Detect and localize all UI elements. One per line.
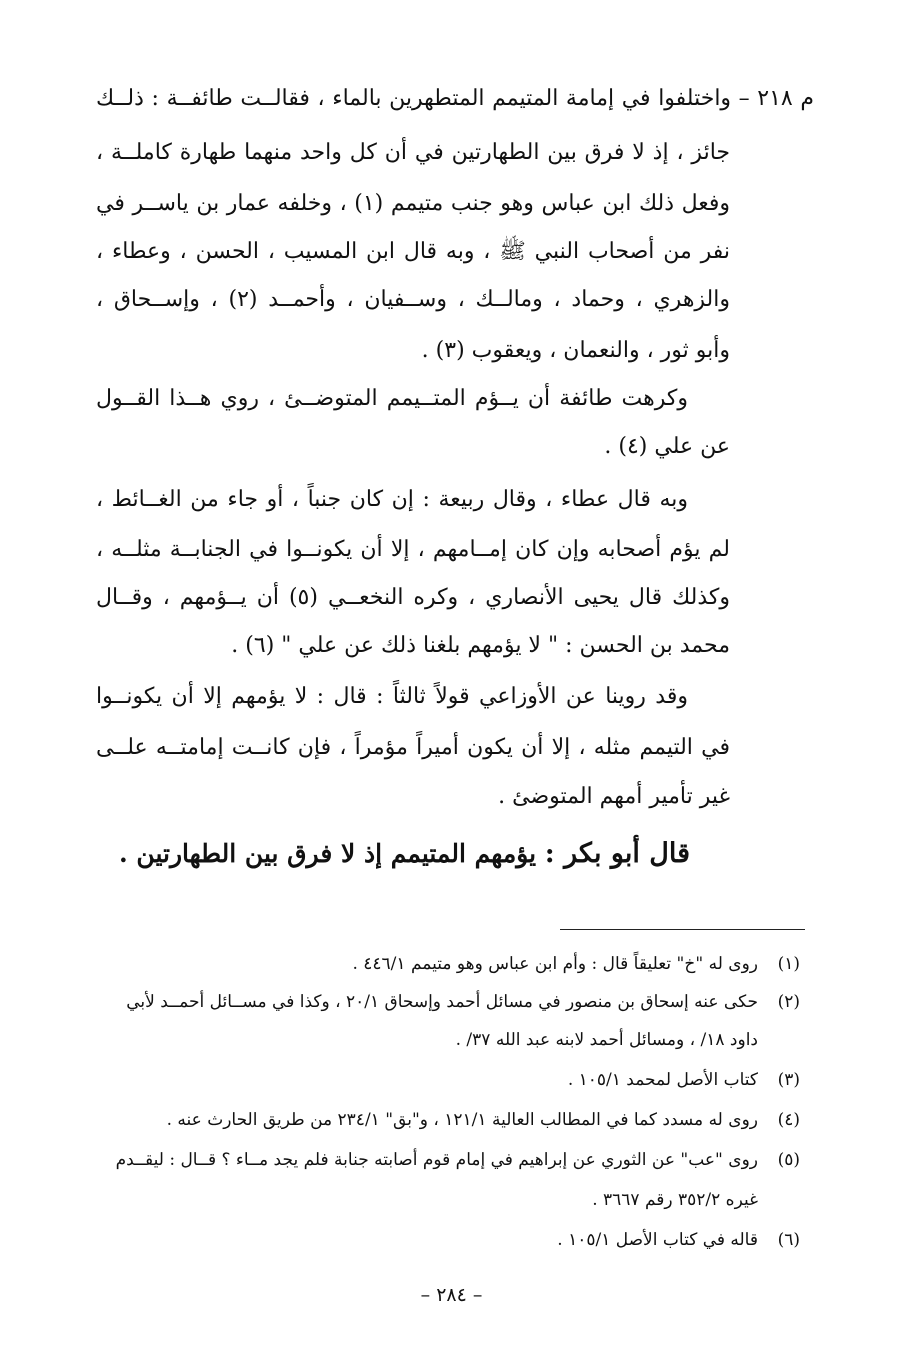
footnote-5-cont (80, 1190, 758, 1210)
footnote-text: غيره ٣٥٢/٢ رقم ٣٦٦٧ . (592, 1190, 758, 1210)
text-line: غير تأمير أمهم المتوضئ . (498, 784, 730, 809)
text-line: وفعل ذلك ابن عباس وهو جنب متيمم (١) ، وخلفه عمار بن ياســر في (96, 191, 730, 216)
footnote-1 (80, 954, 800, 974)
footnote-number: (٦) (777, 1230, 800, 1250)
text-line: جائز ، إذ لا فرق بين الطهارتين في أن كل واحد منهما طهارة كاملــة ، (96, 140, 730, 165)
text-line: عن علي (٤) . (604, 434, 730, 459)
footnote-text: داود ١٨/ ، ومسائل أحمد لابنه عبد الله ٣٧/ . (455, 1030, 758, 1050)
text-line: محمد بن الحسن : " لا يؤمهم بلغنا ذلك عن علي " (٦) . (231, 633, 730, 658)
conclusion-lead: قال أبو بكر : (544, 838, 690, 869)
text-line: وكرهت طائفة أن يــؤم المتــيمم المتوضــئ ، روي هــذا القــول (96, 386, 688, 411)
footnote-3 (80, 1070, 800, 1090)
footnote-4 (80, 1110, 800, 1130)
footnote-divider (560, 929, 805, 930)
page-number: – ٢٨٤ – (420, 1284, 483, 1306)
text-line: نفر من أصحاب النبي ﷺ ، وبه قال ابن المسيب ، الحسن ، وعطاء ، (96, 239, 730, 264)
text-line: وأبو ثور ، والنعمان ، ويعقوب (٣) . (421, 338, 730, 363)
footnote-number: (٢) (777, 992, 800, 1012)
footnote-6 (80, 1230, 800, 1250)
text-line: وقد روينا عن الأوزاعي قولاً ثالثاً : قال : لا يؤمهم إلا أن يكونــوا (96, 684, 689, 709)
footnote-number: (٥) (777, 1150, 800, 1170)
footnote-number: (١) (777, 954, 800, 974)
text-line: وكذلك قال يحيى الأنصاري ، وكره النخعــي (٥) أن يــؤمهم ، وقــال (96, 585, 730, 610)
footnote-text: كتاب الأصل لمحمد ١٠٥/١ . (567, 1070, 758, 1090)
footnote-text: روى له مسدد كما في المطالب العالية ١٢١/١ ، و"بق" ٢٣٤/١ من طريق الحارث عنه . (166, 1110, 758, 1130)
conclusion-line (119, 838, 690, 869)
conclusion-text: يؤمهم المتيمم إذ لا فرق بين الطهارتين . (119, 839, 545, 868)
footnote-5 (80, 1150, 800, 1170)
footnote-text: روى له "خ" تعليقاً قال : وأم ابن عباس وهو متيمم ٤٤٦/١ . (352, 954, 758, 974)
text-line: لم يؤم أصحابه وإن كان إمــامهم ، إلا أن يكونــوا في الجنابــة مثلــه ، (96, 537, 730, 562)
text-line: م ٢١٨ – واختلفوا في إمامة المتيمم المتطهرين بالماء ، فقالــت طائفــة : ذلــك (96, 86, 814, 111)
text-line: والزهري ، وحماد ، ومالــك ، وســفيان ، وأحمــد (٢) ، وإســحاق ، (96, 287, 730, 312)
footnote-number: (٤) (777, 1110, 800, 1130)
footnote-2-cont (80, 1030, 758, 1050)
footnote-2 (80, 992, 800, 1012)
text-line: وبه قال عطاء ، وقال ربيعة : إن كان جنباً ، أو جاء من الغــائط ، (96, 487, 688, 512)
text-line: في التيمم مثله ، إلا أن يكون أميراً مؤمراً ، فإن كانــت إمامتــه علــى (96, 735, 730, 760)
footnote-text: حكى عنه إسحاق بن منصور في مسائل أحمد وإسحاق ٢٠/١ ، وكذا في مســائل أحمــد لأبي (126, 992, 758, 1012)
footnote-number: (٣) (777, 1070, 800, 1090)
footnote-text: قاله في كتاب الأصل ١٠٥/١ . (557, 1230, 758, 1250)
footnote-text: روى "عب" عن الثوري عن إبراهيم في إمام قوم أصابته جنابة فلم يجد مــاء ؟ قــال : ليقــدم (115, 1150, 758, 1170)
